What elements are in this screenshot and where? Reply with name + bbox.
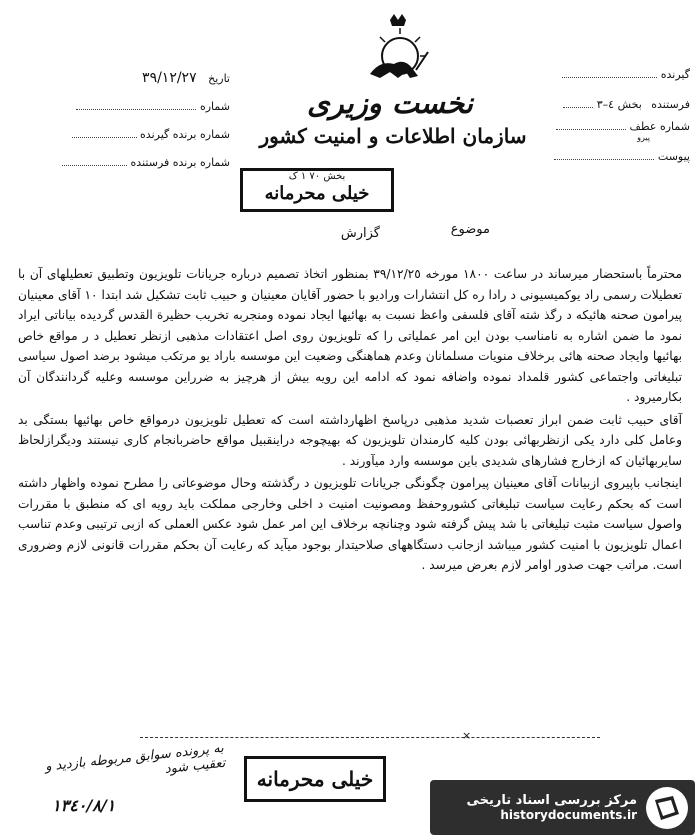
sender-carrier-blank [62,165,127,166]
watermark [430,780,695,835]
classification-stamp-top [240,168,394,212]
lion-and-sun-emblem-icon [360,12,432,88]
watermark-url: historydocuments.ir [500,808,637,822]
carrier-number-blank [72,137,137,138]
stamp-overlay-text: بخش ۷۰ ۱ ک [288,171,346,182]
attachment-label: پیوست [657,150,690,163]
body-paragraph-3: اینجانب باپیروی ازبیانات آقای معینیان پیرامون چگونگی جریانات تلویزیون د رگذشته وحال موضوعاتی را مطرح نموده واظهار داشته است که بحکم رعایت سیاست تبلیغاتی کشوروحفظ ومصونیت امنیت د اخلی وخارجی مملکت باید رویه ای که منطبق با مقررات واصول سیاست مثبت تبلیغاتی با شد پیش گرفته شود وچنانچه برخلاف این امر عمل شود عکس العملی که ازبی ترتیبی وعدم تناسب اعمال تلویزیون با امنیت کشور میباشد ازجانب دستگاههای صلاحیتدار بوجود میآید که رعایت آن بحکم مقررات قانونی لازم وضروری است. مراتب جهت صدور اوامر لازم بعرض میرسد . [18,476,682,572]
sender-row [540,98,690,111]
date-label: تاریخ [208,72,230,85]
receiver-row [540,68,690,81]
page-title: نخست وزیری [306,86,473,120]
attachment-blank [554,159,654,160]
carrier-number-label: شماره برنده گیرنده [140,128,230,141]
watermark-org: مرکز بررسی اسناد تاریخی [466,793,637,808]
signature-line [140,737,600,738]
stamp-label: خیلی محرمانه [264,183,370,204]
attachment-row [540,150,690,163]
handwritten-date: ١٣٤٠/٨/١ [52,796,116,815]
handwritten-note: به پرونده سوابق مربوطه بازدید و تعقیب شود [44,740,226,778]
number-blank [76,109,196,110]
archive-logo-icon [643,784,691,832]
receiver-label: گیرنده [660,68,690,81]
sender-value: بخش ٤–٣ [596,98,642,111]
classification-stamp-bottom: خیلی محرمانه [244,756,386,802]
sender-blank [563,107,593,108]
sender-carrier-label: شماره برنده فرستنده [130,156,230,169]
body-paragraph-1: محترماً باستحضار میرساند در ساعت ١٨٠٠ مورخه ٣٩/١٢/٢٥ بمنظور اتخاذ تصمیم درباره جریانات تلویزیون وتطبیق تعطیلهای آن با تعطیلات رسمی راد یوکمیسیونی د رادا ره کل انتشارات ورادیو با حضور آقایان معینیان و حبیب ثابت تشکیل شد ابتدا ۱۰ آقای معینیان پیرامون صحنه هائیکه د رگذ شته آقای فلسفی واعظ نسبت به بهائیها ایجاد نموده ومنجربه تخریب حظیرة القدس گردیده بیاناتی ایراد نمود ما ضمن اشاره به نامناسب بودن این امر عملیاتی را که تلویزیون روی اصل اعتقادات مذهبی ازنظر تعطیل د ر مواقع خاص بهائیها وایجاد صحنه هائی برخلاف منویات مسلمانان وعدم هماهنگی وضعیت این موسسه باراد یو مرتکب میشود برضد اصول سیاسی تبلیغاتی واجتماعی کشور قلمداد نموده واضافه نمود که ادامه این رویه بیش از هرچیز به ضرراین موسسه وعلیه گردانندگان آن بکارمیرود . [18,267,682,404]
date-value: ٣٩/١٢/٢٧ [142,70,197,86]
letter-body [18,264,682,578]
sender-carrier-row [60,156,230,169]
org-name: سازمان اطلاعات و امنیت کشور [259,124,527,148]
number-label: شماره [199,100,230,113]
sender-label: فرستنده [651,98,690,111]
receiver-blank [562,77,657,78]
ref-row [540,120,690,142]
subject-label: موضوع [450,222,490,237]
ref-label: شماره عطف [629,120,690,133]
ref-sub: پیرو [637,133,650,142]
date-row [60,70,230,86]
carrier-number-row [60,128,230,141]
number-row [60,100,230,113]
signature-mark: × [462,729,472,742]
ref-blank [556,129,626,130]
subject-value: گزارش [340,226,380,241]
body-paragraph-2: آقای حبیب ثابت ضمن ابراز تعصبات شدید مذهبی درپاسخ اظهارداشته است که تعطیل تلویزیون درمواقع خاص بهائیها بستگی بد وعامل کلی دارد یکی ازنظربهائی بودن کلیه کارمندان تلویزیون که بهیچوجه دراینقبیل مواقع حاضربانجام کاری نیستند ودیگرازلحاظ سایربهائیان که ازخارج فشارهای شدیدی باین موسسه وارد میآورند . [18,412,682,468]
